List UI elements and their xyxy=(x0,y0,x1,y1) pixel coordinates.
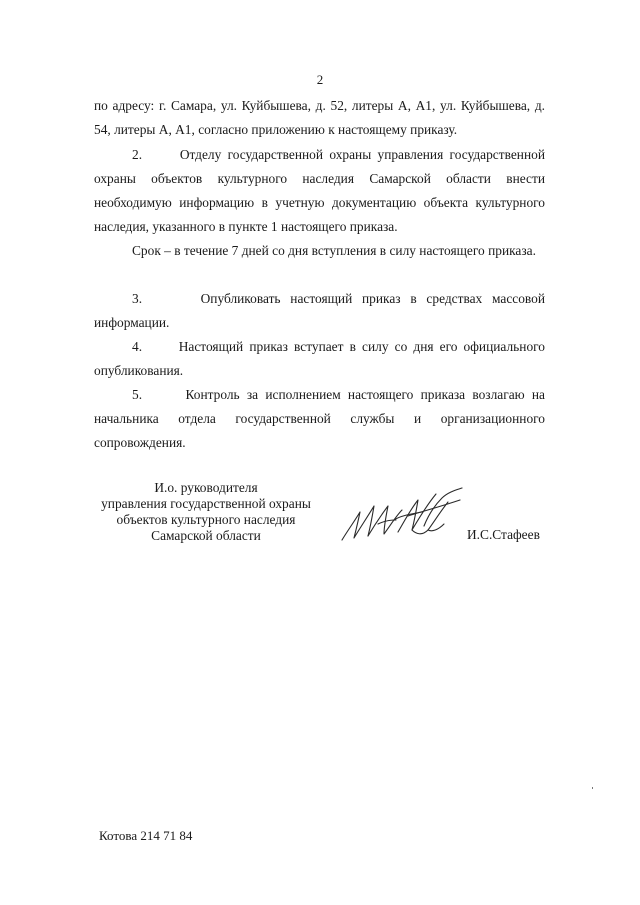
signatory-title-line: И.о. руководителя xyxy=(154,480,258,495)
signatory-title xyxy=(86,480,326,544)
paragraph-item-3: 3. Опубликовать настоящий приказ в средствах массовой информации. xyxy=(94,291,545,330)
signatory-title-line: управления государственной охраны xyxy=(101,496,311,511)
signatory-title-line: Самарской области xyxy=(151,528,261,543)
page-number: 2 xyxy=(316,72,324,87)
executor-contact: Котова 214 71 84 xyxy=(99,828,193,843)
paragraph-item-2: 2. Отделу государственной охраны управления государственной охраны объектов культурного наследия Самарской области внести необходимую информацию в учетную документацию объекта культурного наследия, указанного в пункте 1 настоящего приказа. xyxy=(94,147,545,234)
scan-speck xyxy=(592,787,593,789)
handwritten-signature xyxy=(338,486,468,548)
paragraph-deadline xyxy=(94,239,545,263)
paragraph-address: по адресу: г. Самара, ул. Куйбышева, д. 52, литеры А, А1, ул. Куйбышева, д. 54, литеры А, А1, согласно приложению к настоящему приказу. xyxy=(94,98,545,137)
signatory-name: И.С.Стафеев xyxy=(467,527,540,542)
paragraph-item-4: 4. Настоящий приказ вступает в силу со дня его официального опубликования. xyxy=(94,339,545,378)
signatory-title-line: объектов культурного наследия xyxy=(116,512,296,527)
paragraph-item-5: 5. Контроль за исполнением настоящего приказа возлагаю на начальника отдела государственной службы и организационного сопровождения. xyxy=(94,387,545,450)
deadline-text: Срок – в течение 7 дней со дня вступления в силу настоящего приказа. xyxy=(132,243,536,258)
